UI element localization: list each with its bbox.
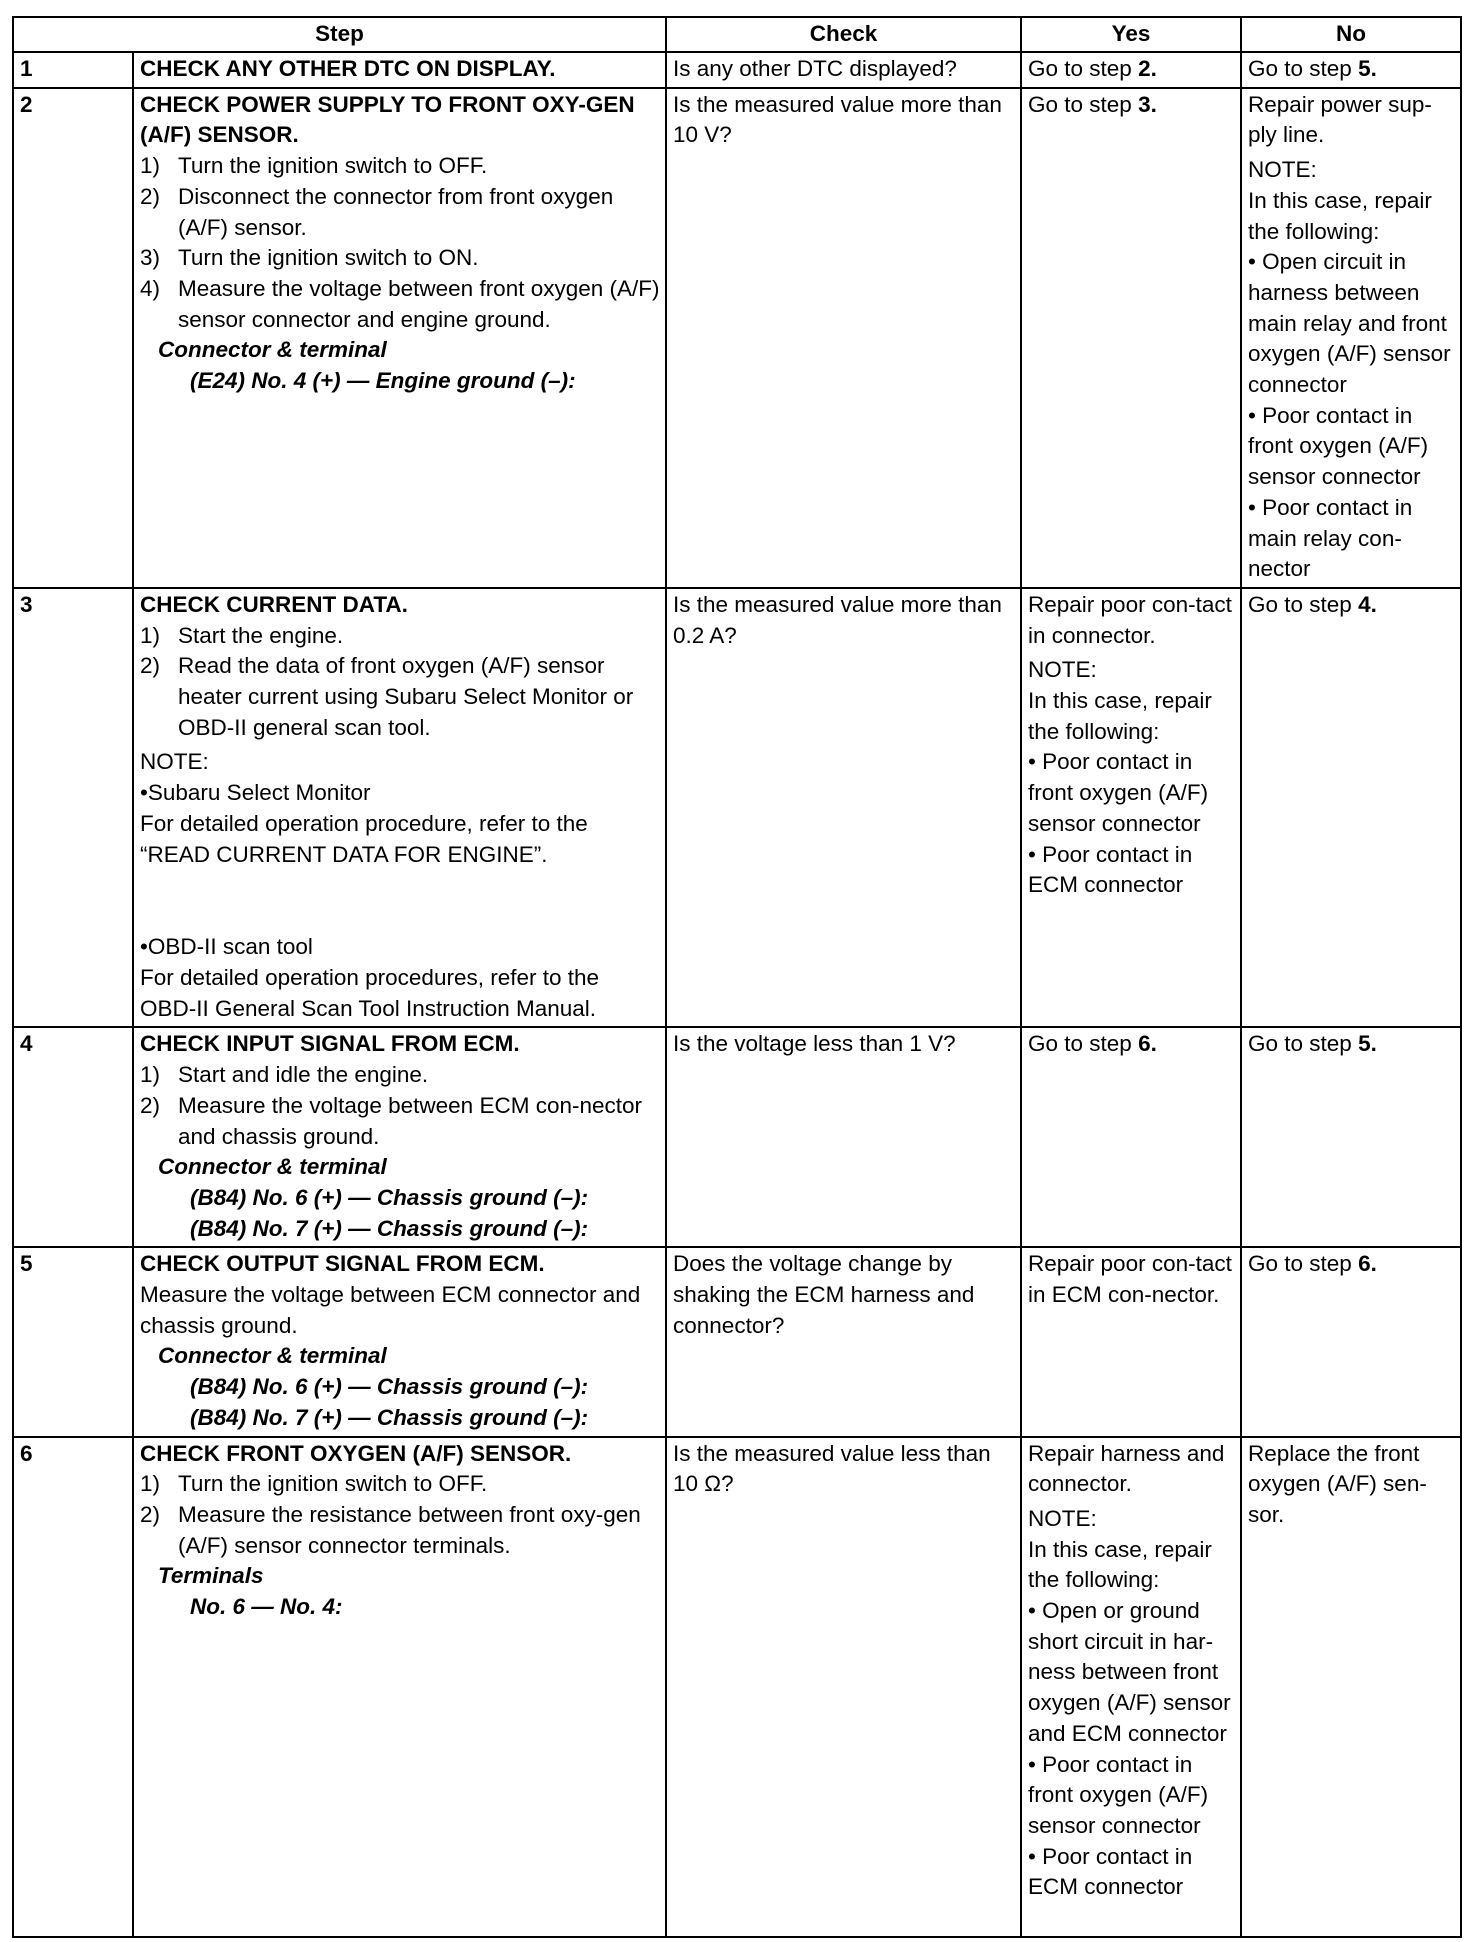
bullet-item: • Poor contact in ECM connector: [1028, 841, 1193, 898]
header-check: Check: [666, 17, 1021, 52]
step-number-text: 1: [20, 56, 33, 81]
step-number: [13, 88, 133, 588]
item-number: 1): [140, 1062, 161, 1088]
step-title: CHECK POWER SUPPLY TO FRONT OXY-GEN (A/F) SENSOR.: [140, 91, 635, 148]
connector-value: (E24) No. 4 (+) — Engine ground (–):: [190, 368, 576, 394]
yes-step: 6.: [1138, 1031, 1157, 1057]
step-cell: [133, 88, 666, 588]
no-prefix: Go to step: [1248, 56, 1359, 81]
bullet-item: • Open circuit in harness between main relay and front oxygen (A/F) sensor connector: [1248, 249, 1451, 398]
table-row: [13, 1247, 1461, 1436]
note-line: •Subaru Select Monitor: [140, 780, 371, 806]
yes-text: Repair poor con-tact in connector.: [1028, 591, 1232, 648]
no-prefix: Go to step: [1248, 1031, 1359, 1057]
item-text: Turn the ignition switch to ON.: [178, 245, 479, 271]
header-yes: Yes: [1021, 17, 1241, 52]
no-cell: Replace the front oxygen (A/F) sen-sor.: [1241, 1437, 1461, 1937]
step-cell: [133, 1437, 666, 1937]
table-row: [13, 52, 1461, 88]
header-row: [13, 17, 1461, 52]
no-cell: [1241, 1027, 1461, 1247]
item-text: Turn the ignition switch to OFF.: [178, 153, 488, 179]
bullet-item: • Poor contact in ECM connector: [1028, 1843, 1193, 1900]
connector-label: Connector & terminal: [158, 1154, 387, 1180]
table-row: [13, 1027, 1461, 1247]
list-item: [140, 1469, 660, 1500]
yes-cell: [1021, 88, 1241, 588]
note-label: NOTE:: [1248, 157, 1317, 183]
list-item: [140, 1060, 660, 1091]
connector-value: (B84) No. 7 (+) — Chassis ground (–):: [190, 1404, 589, 1430]
note-line: •OBD-II scan tool: [140, 934, 313, 960]
note-text: In this case, repair the following:: [1028, 688, 1212, 744]
step-list: [140, 1469, 660, 1561]
check-cell: Is the measured value more than 0.2 A?: [666, 588, 1021, 1027]
item-text: Measure the voltage between front oxygen (A/F) sensor connector and engine ground.: [178, 275, 660, 332]
no-step: 4.: [1358, 591, 1377, 617]
yes-cell: [1021, 1027, 1241, 1247]
no-step: 5.: [1358, 1031, 1377, 1057]
yes-cell: [1021, 588, 1241, 1027]
check-cell: Is the voltage less than 1 V?: [666, 1027, 1021, 1247]
item-number: 2): [140, 1501, 161, 1527]
item-number: 1): [140, 1471, 161, 1497]
yes-step: 3.: [1138, 91, 1157, 117]
no-step: 6.: [1358, 1251, 1377, 1277]
connector-value: (B84) No. 6 (+) — Chassis ground (–):: [190, 1184, 589, 1210]
yes-cell: Repair poor con-tact in ECM con-nector.: [1021, 1247, 1241, 1436]
bullet-item: • Poor contact in front oxygen (A/F) sensor connector: [1248, 402, 1429, 490]
item-text: Start the engine.: [178, 622, 344, 648]
step-title: CHECK FRONT OXYGEN (A/F) SENSOR.: [140, 1440, 572, 1466]
note-label: NOTE:: [140, 749, 209, 775]
header-step: Step: [13, 17, 666, 52]
item-number: 2): [140, 183, 161, 209]
step-cell: [133, 52, 666, 88]
step-number: [13, 1247, 133, 1436]
list-item: [140, 1500, 660, 1561]
item-number: 2): [140, 1092, 161, 1118]
no-cell: [1241, 52, 1461, 88]
table-row: [13, 588, 1461, 1027]
note-line: For detailed operation procedure, refer to the “READ CURRENT DATA FOR ENGINE”.: [140, 810, 588, 867]
table-row: [13, 1437, 1461, 1937]
yes-prefix: Go to step: [1028, 1031, 1139, 1057]
header-no: No: [1241, 17, 1461, 52]
step-list: [140, 621, 660, 744]
list-item: [140, 243, 660, 274]
item-text: Measure the resistance between front oxy-gen (A/F) sensor connector terminals.: [178, 1501, 641, 1558]
item-number: 4): [140, 275, 161, 301]
list-item: [140, 274, 660, 335]
no-text: Repair power sup-ply line.: [1248, 91, 1432, 148]
note-text: In this case, repair the following:: [1028, 1536, 1212, 1593]
yes-cell: [1021, 52, 1241, 88]
step-number: [13, 588, 133, 1027]
connector-label: Connector & terminal: [158, 337, 387, 363]
list-item: [140, 151, 660, 182]
bullet-item: • Poor contact in front oxygen (A/F) sensor connector: [1028, 1751, 1209, 1838]
item-text: Turn the ignition switch to OFF.: [178, 1471, 488, 1497]
step-number-text: 6: [20, 1440, 33, 1466]
step-list: [140, 151, 660, 335]
step-number-text: 3: [20, 591, 33, 617]
no-prefix: Go to step: [1248, 591, 1359, 617]
step-body: Measure the voltage between ECM connector and chassis ground.: [140, 1282, 641, 1338]
no-step: 5.: [1358, 56, 1377, 81]
connector-value: (B84) No. 7 (+) — Chassis ground (–):: [190, 1215, 589, 1241]
terminals-label: Terminals: [158, 1563, 264, 1589]
connector-value: (B84) No. 6 (+) — Chassis ground (–):: [190, 1374, 589, 1400]
note-line: For detailed operation procedures, refer to the OBD-II General Scan Tool Instruction Manual.: [140, 964, 600, 1021]
note-label: NOTE:: [1028, 657, 1097, 683]
item-number: 1): [140, 153, 161, 179]
step-cell: [133, 1247, 666, 1436]
yes-prefix: Go to step: [1028, 91, 1139, 117]
bullet-item: • Poor contact in front oxygen (A/F) sensor connector: [1028, 749, 1209, 836]
item-number: 2): [140, 653, 161, 679]
step-number: [13, 1027, 133, 1247]
list-item: [140, 1091, 660, 1152]
step-cell: [133, 1027, 666, 1247]
check-cell: Is the measured value more than 10 V?: [666, 88, 1021, 588]
yes-step: 2.: [1138, 56, 1157, 81]
item-text: Start and idle the engine.: [178, 1062, 429, 1088]
bullet-item: • Open or ground short circuit in har-ness between front oxygen (A/F) sensor and ECM connector: [1028, 1598, 1231, 1746]
check-cell: Is the measured value less than 10 Ω?: [666, 1437, 1021, 1937]
item-text: Disconnect the connector from front oxygen (A/F) sensor.: [178, 183, 614, 240]
step-number: [13, 1437, 133, 1937]
no-cell: [1241, 1247, 1461, 1436]
list-item: [140, 621, 660, 652]
yes-prefix: Go to step: [1028, 56, 1139, 81]
note-label: NOTE:: [1028, 1505, 1097, 1531]
step-title: CHECK INPUT SIGNAL FROM ECM.: [140, 1031, 520, 1057]
terminals-value: No. 6 — No. 4:: [190, 1594, 343, 1620]
step-number-text: 2: [20, 91, 33, 117]
item-text: Measure the voltage between ECM con-nector and chassis ground.: [178, 1092, 642, 1149]
diagnostic-table: [12, 16, 1462, 1938]
item-number: 3): [140, 245, 161, 271]
note-text: In this case, repair the following:: [1248, 187, 1432, 244]
step-number-text: 5: [20, 1251, 33, 1277]
yes-cell: [1021, 1437, 1241, 1937]
no-cell: [1241, 88, 1461, 588]
list-item: [140, 651, 660, 743]
check-cell: Is any other DTC displayed?: [666, 52, 1021, 88]
bullet-item: • Poor contact in main relay con-nector: [1248, 494, 1413, 582]
table-row: [13, 88, 1461, 588]
check-cell: Does the voltage change by shaking the ECM harness and connector?: [666, 1247, 1021, 1436]
item-number: 1): [140, 622, 161, 648]
list-item: [140, 182, 660, 243]
connector-label: Connector & terminal: [158, 1343, 387, 1369]
step-title: CHECK ANY OTHER DTC ON DISPLAY.: [140, 56, 556, 81]
step-number: [13, 52, 133, 88]
no-cell: [1241, 588, 1461, 1027]
step-number-text: 4: [20, 1031, 33, 1057]
step-cell: [133, 588, 666, 1027]
step-title: CHECK OUTPUT SIGNAL FROM ECM.: [140, 1251, 545, 1277]
no-prefix: Go to step: [1248, 1251, 1359, 1277]
step-title: CHECK CURRENT DATA.: [140, 591, 408, 617]
yes-text: Repair harness and connector.: [1028, 1440, 1225, 1497]
item-text: Read the data of front oxygen (A/F) sensor heater current using Subaru Select Monitor or OBD-II general scan tool.: [178, 653, 634, 740]
step-list: [140, 1060, 660, 1152]
